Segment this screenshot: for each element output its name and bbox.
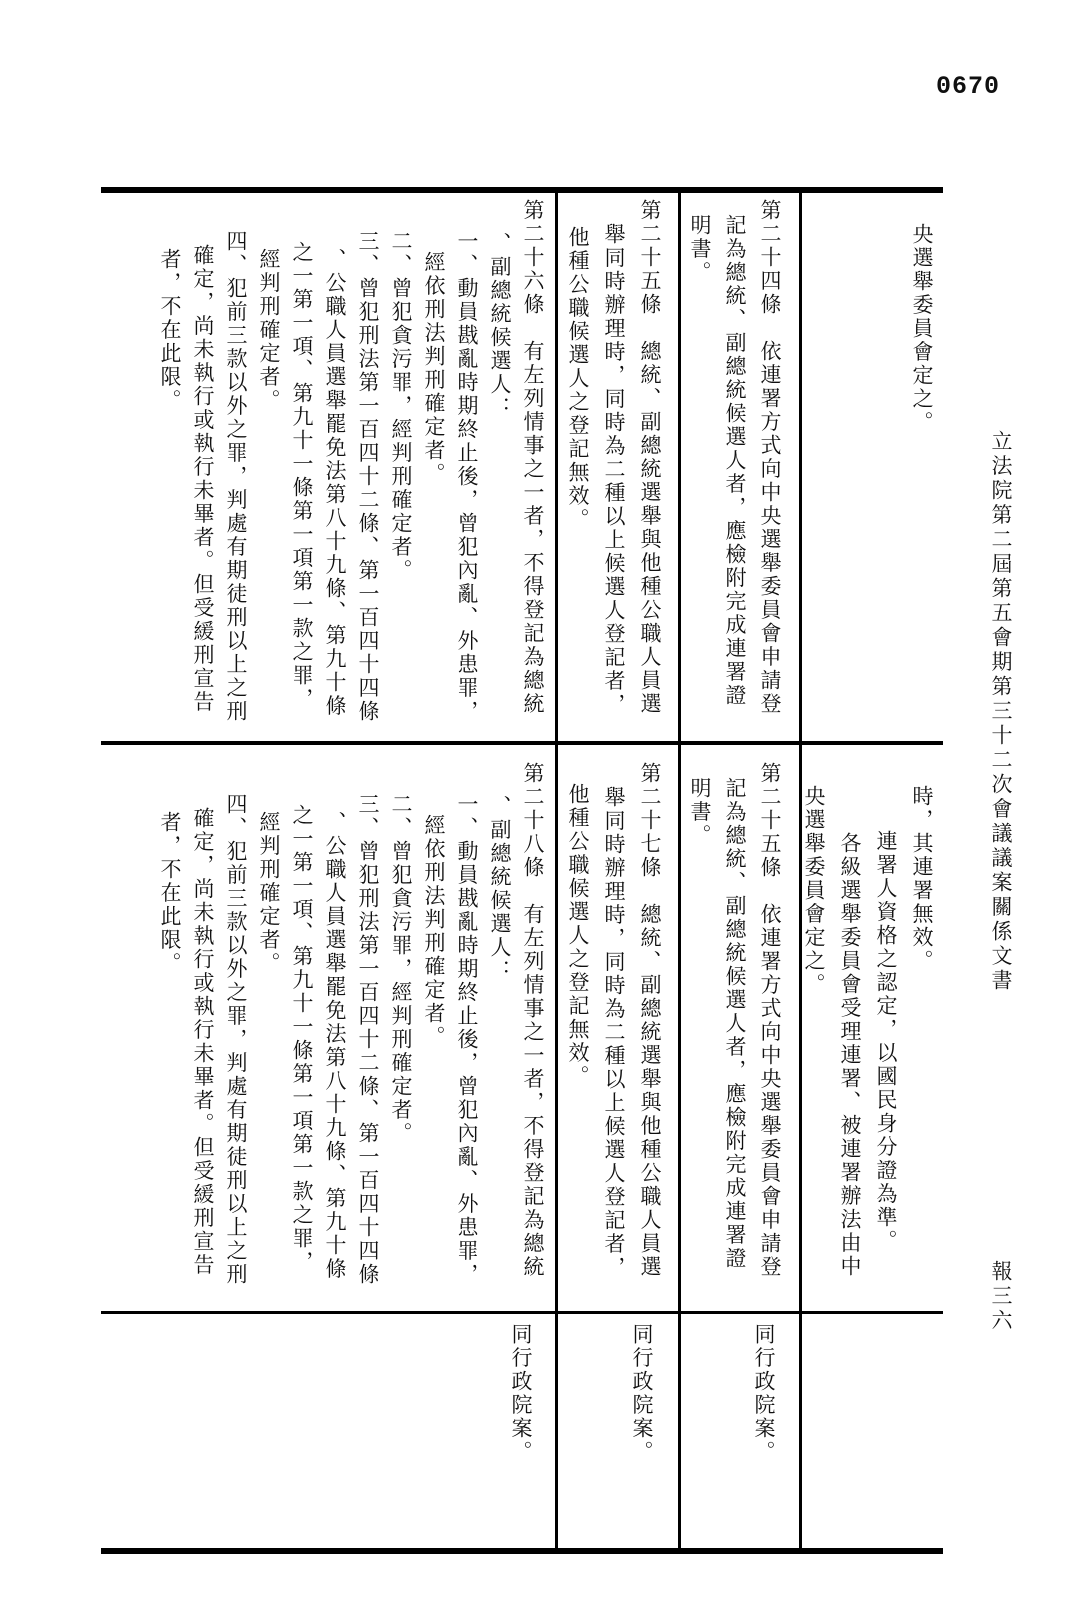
table-border-bottom [101,1548,943,1554]
text-line: 同行政院案。 [509,1323,533,1464]
text-line: 、副總統候選人： [488,231,512,420]
text-line: 第二十四條 依連署方式向中央選舉委員會申請登 [758,199,782,716]
text-line: 四、犯前三款以外之罪，判處有期徒刑以上之刑 [224,229,248,724]
text-line: 、公職人員選舉罷免法第八十九條、第九十條 [323,811,347,1282]
text-line: 第二十八條 有左列情事之一者，不得登記為總統 [521,762,545,1279]
side-page-marker: 報三六 [989,1260,1013,1334]
text-line: 第二十五條 總統、副總統選舉與他種公職人員選 [638,199,662,716]
text-line: 確定，尚未執行或執行未畢者。但受緩刑宣告 [191,243,215,714]
cell-r3-same-as-executive-yuan [558,1314,678,1548]
text-line: 經依刑法判刑確定者。 [422,250,446,486]
text-line: 二、曾犯貪污罪，經判刑確定者。 [389,229,413,583]
text-line: 明書。 [688,214,712,285]
text-line: 明書。 [688,777,712,848]
text-line: 之一第一項、第九十一條第一項第一款之罪， [290,241,314,712]
text-line: 確定，尚未執行或執行未畢者。但受緩刑宣告 [191,806,215,1277]
text-line: 者，不在此限。 [158,248,182,413]
text-line: 經依刑法判刑確定者。 [422,813,446,1049]
text-line: 四、犯前三款以外之罪，判處有期徒刑以上之刑 [224,792,248,1287]
cell-r2-continuation-text [802,745,943,1311]
text-line: 三、曾犯刑法第一百四十二條、第一百四十四條 [356,229,380,724]
text-line: 三、曾犯刑法第一百四十二條、第一百四十四條 [356,792,380,1287]
text-line: 舉同時辦理時，同時為二種以上候選人登記者， [602,785,626,1279]
text-line: 者，不在此限。 [158,811,182,976]
text-line: 同行政院案。 [630,1323,654,1464]
text-line: 一、動員戡亂時期終止後，曾犯內亂、外患罪， [455,229,479,724]
text-line: 記為總統、副總統候選人者，應檢附完成連署證 [723,214,747,708]
text-line: 經判刑確定者。 [257,248,281,413]
cell-r1-article-24 [681,193,799,741]
text-line: 、副總統候選人： [488,794,512,983]
cell-r2-article-27 [558,745,678,1311]
text-line: 一、動員戡亂時期終止後，曾犯內亂、外患罪， [455,792,479,1287]
text-line: 第二十六條 有左列情事之一者，不得登記為總統 [521,199,545,716]
text-line: 舉同時辦理時，同時為二種以上候選人登記者， [602,222,626,716]
text-line: 連署人資格之認定，以國民身分證為準。 [874,829,898,1253]
text-line: 第二十七條 總統、副總統選舉與他種公職人員選 [638,762,662,1279]
text-line: 之一第一項、第九十一條第一項第一款之罪， [290,804,314,1275]
text-line: 央選舉委員會定之。 [802,785,826,997]
text-line: 二、曾犯貪污罪，經判刑確定者。 [389,792,413,1146]
cell-r2-article-25 [681,745,799,1311]
text-line: 同行政院案。 [752,1323,776,1464]
cell-r2-article-28 [101,745,555,1311]
text-line: 央選舉委員會定之。 [910,223,934,435]
text-line: 記為總統、副總統候選人者，應檢附完成連署證 [723,777,747,1271]
document-side-title: 立法院第二屆第五會期第三十二次會議議案關係文書 [989,430,1013,994]
cell-r1-article-26 [101,193,555,741]
cell-r1-continuation-text [802,193,943,741]
text-line: 第二十五條 依連署方式向中央選舉委員會申請登 [758,762,782,1279]
cell-r3-same-as-executive-yuan [101,1314,555,1548]
cell-r3-same-as-executive-yuan [681,1314,799,1548]
text-line: 各級選舉委員會受理連署、被連署辦法由中 [838,832,862,1279]
text-line: 、公職人員選舉罷免法第八十九條、第九十條 [323,248,347,719]
text-line: 時，其連署無效。 [910,785,934,973]
text-line: 他種公職候選人之登記無效。 [566,226,590,532]
page-number: 0670 [936,72,1001,101]
cell-r1-article-25 [558,193,678,741]
text-line: 經判刑確定者。 [257,811,281,976]
text-line: 他種公職候選人之登記無效。 [566,783,590,1089]
cell-r3-empty [802,1314,943,1548]
